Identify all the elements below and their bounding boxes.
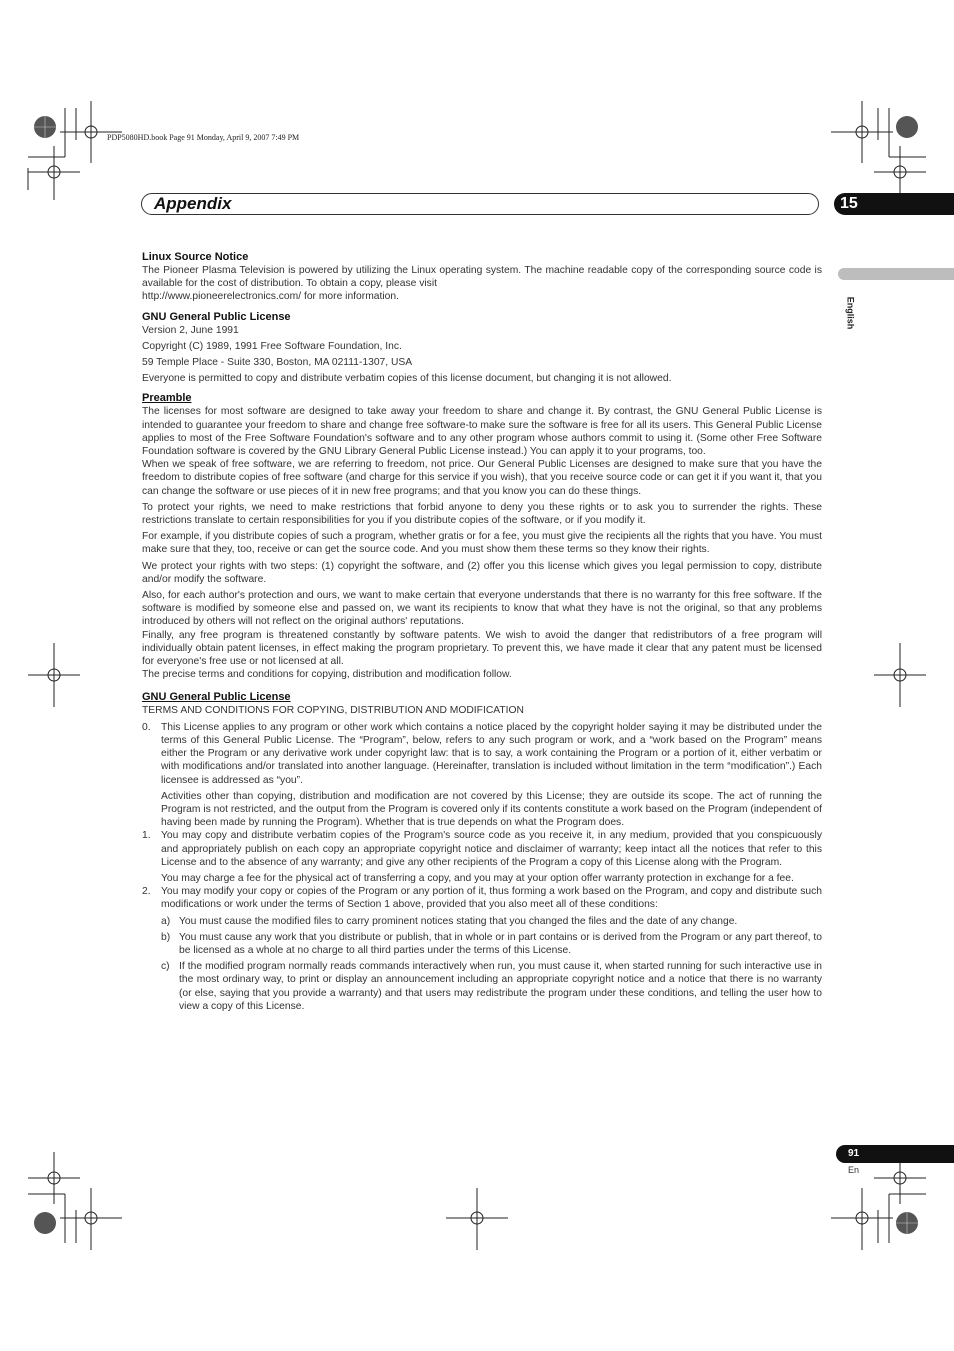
list-text: You may modify your copy or copies of the Program or any portion of it, thus forming a work based on the Program, and copy and distribute such modifications or work under the terms of Section 1 above, provided that you also meet all of these conditions: (161, 886, 822, 911)
preamble-paragraph: Finally, any free program is threatened constantly by software patents. We wish to avoid the danger that redistributors of a free program will individually obtain patent licenses, in effect making the program proprietary. To prevent this, we have made it clear that any patent must be licensed for everyone's free use or not licensed at all. (142, 629, 822, 668)
list-continuation: You may charge a fee for the physical act of transferring a copy, and you may at your option offer warranty protection in exchange for a fee. (161, 872, 794, 884)
main-content (142, 250, 822, 1013)
preamble-paragraph: The precise terms and conditions for copying, distribution and modification follow. (142, 669, 512, 681)
gpl-permission: Everyone is permitted to copy and distribute verbatim copies of this license document, but changing it is not allowed. (142, 373, 672, 385)
list-item (142, 885, 822, 911)
preamble-paragraph: The licenses for most software are designed to take away your freedom to share and change it. By contrast, the GNU General Public License is intended to guarantee your freedom to share and change free software-to make sure the software is free for all its users. This General Public License applies to most of the Free Software Foundation's software and to any other program whose authors commit to using it. (Some other Free Software Foundation software is covered by the GNU Library General Public License instead.) You can apply it to your programs, too. (142, 406, 822, 458)
print-slug: PDP5080HD.book Page 91 Monday, April 9, 2007 7:49 PM (107, 133, 300, 142)
sub-item-label: c) (161, 961, 170, 973)
preamble-paragraph: Also, for each author's protection and ours, we want to make certain that everyone understands that there is no warranty for this free software. If the software is modified by someone else and passed on, we want its recipients to know that what they have is not the original, so that any problems introduced by others will not reflect on the original authors' reputations. (142, 590, 822, 628)
sub-item (142, 960, 822, 1013)
chapter-number: 15 (840, 195, 858, 212)
sub-item-text: You must cause the modified files to carry prominent notices stating that you changed the files and the date of any change. (179, 915, 738, 927)
terms-subtitle: TERMS AND CONDITIONS FOR COPYING, DISTRIBUTION AND MODIFICATION (142, 705, 524, 717)
language-label: English (845, 296, 856, 330)
sub-item-label: b) (161, 931, 171, 943)
page-number: 91 (848, 1148, 860, 1159)
list-item (142, 829, 822, 869)
list-number: 2. (142, 886, 151, 898)
sub-item (142, 931, 822, 957)
preamble-paragraph: To protect your rights, we need to make restrictions that forbid anyone to deny you these rights or to ask you to surrender the rights. These restrictions translate to certain responsibilities for you if you distribute copies of the software, or if you modify it. (142, 501, 822, 527)
list-item (142, 721, 822, 787)
sub-item-text: If the modified program normally reads commands interactively when run, you must cause it, when started running for such interactive use in the most ordinary way, to print or display an announcement including an appropriate copyright notice and a notice that there is no warranty (or else, saying that you provide a warranty) and that users may redistribute the program under these conditions, and telling the user how to view a copy of this License. (179, 961, 822, 1012)
page-title: Appendix (154, 194, 232, 213)
list-continuation: Activities other than copying, distribution and modification are not covered by this License; they are outside its scope. The act of running the Program is not restricted, and the output from the Program is covered only if its contents constitute a work based on the Program (independent of having been made by running the Program). Whether that is true depends on what the Program does. (161, 790, 822, 829)
list-number: 1. (142, 830, 151, 842)
gpl-address: 59 Temple Place - Suite 330, Boston, MA 02111-1307, USA (142, 357, 413, 369)
sub-item-label: a) (161, 915, 171, 927)
linux-heading: Linux Source Notice (142, 251, 249, 263)
list-number: 0. (142, 721, 151, 733)
terms-heading: GNU General Public License (142, 691, 291, 704)
page-language-code: En (848, 1165, 860, 1175)
sub-item (142, 915, 822, 928)
language-tab (838, 268, 954, 280)
linux-url: http://www.pioneerelectronics.com/ for more information. (142, 291, 399, 303)
linux-paragraph: The Pioneer Plasma Television is powered by utilizing the Linux operating system. The machine readable copy of the corresponding source code is available for the cost of distribution. To obtain a copy, please visit (142, 265, 822, 290)
preamble-heading: Preamble (142, 392, 192, 405)
list-text: You may copy and distribute verbatim copies of the Program's source code as you receive it, in any medium, provided that you conspicuously and appropriately publish on each copy an appropriate copyright notice and disclaimer of warranty; keep intact all the notices that refer to this License and to the absence of any warranty; and give any other recipients of the Program a copy of this License along with the Program. (161, 830, 822, 868)
preamble-paragraph: We protect your rights with two steps: (1) copyright the software, and (2) offer you this license which gives you legal permission to copy, distribute and/or modify the software. (142, 560, 822, 585)
header-bar (141, 193, 819, 215)
gpl-heading: GNU General Public License (142, 310, 291, 323)
list-text: This License applies to any program or other work which contains a notice placed by the copyright holder saying it may be distributed under the terms of this General Public License. The “Program”, below, refers to any such program or work, and a “work based on the Program” means either the Program or any derivative work under copyright law: that is to say, a work containing the Program or a portion of it, either verbatim or with modifications and/or translated into another language. (Hereinafter, translation is included without limitation in the term “modification”.) Each licensee is addressed as “you”. (161, 721, 822, 786)
gpl-copyright: Copyright (C) 1989, 1991 Free Software Foundation, Inc. (142, 340, 402, 352)
gpl-version: Version 2, June 1991 (142, 324, 239, 336)
preamble-paragraph: When we speak of free software, we are referring to freedom, not price. Our General Public Licenses are designed to make sure that you have the freedom to distribute copies of free software (and charge for this service if you wish), that you receive source code or can get it if you want it, that you can change the software or use pieces of it in new free programs; and that you know you can do these things. (142, 459, 822, 497)
preamble-paragraph: For example, if you distribute copies of such a program, whether gratis or for a fee, you must give the recipients all the rights that you have. You must make sure that they, too, receive or can get the source code. And you must show them these terms so they know their rights. (142, 531, 822, 556)
sub-item-text: You must cause any work that you distribute or publish, that in whole or in part contains or is derived from the Program or any part thereof, to be licensed as a whole at no charge to all third parties under the terms of this License. (179, 931, 822, 956)
